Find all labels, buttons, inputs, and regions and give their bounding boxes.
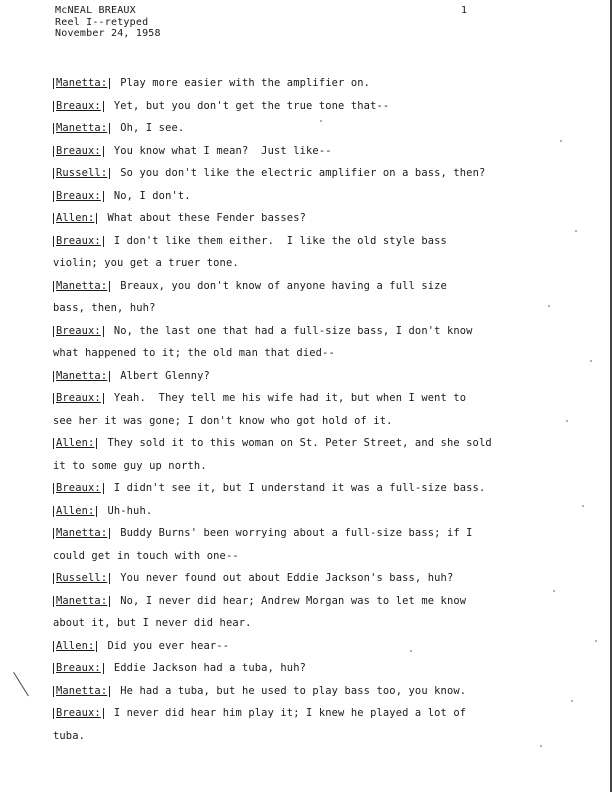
speaker-label: Breaux: — [53, 101, 104, 112]
transcript-line — [53, 342, 573, 365]
header-date: November 24, 1958 — [55, 28, 161, 39]
transcript-body — [53, 72, 573, 747]
line-text: You never found out about Eddie Jackson's bass, huh? — [120, 572, 454, 584]
transcript-line — [53, 635, 573, 658]
scan-speck — [560, 140, 562, 142]
transcript-line — [53, 455, 573, 478]
line-text: tuba. — [53, 729, 86, 742]
line-text: see her it was gone; I don't know who got hold of it. — [53, 414, 393, 427]
speaker-label: Allen: — [53, 438, 97, 449]
line-text: Yeah. They tell me his wife had it, but when I went to — [113, 392, 467, 404]
document-header — [55, 5, 161, 40]
transcript-line — [53, 207, 573, 230]
speaker-label: Breaux: — [53, 483, 104, 494]
line-text: What about these Fender basses? — [107, 212, 307, 224]
transcript-line — [53, 230, 573, 253]
line-text: Buddy Burns' been worrying about a full-size bass; if I — [120, 527, 473, 539]
pen-mark — [13, 672, 29, 696]
scan-speck — [320, 120, 322, 122]
speaker-label: Allen: — [53, 506, 97, 517]
scan-speck — [571, 700, 573, 702]
scan-speck — [410, 650, 412, 652]
line-text: You know what I mean? Just like-- — [113, 144, 332, 157]
transcript-line — [53, 545, 573, 568]
transcript-line — [53, 702, 573, 725]
scan-speck — [582, 505, 584, 507]
line-text: what happened to it; the old man that died-- — [53, 347, 335, 359]
line-text: Oh, I see. — [120, 122, 185, 134]
speaker-label: Manetta: — [53, 123, 110, 134]
transcript-line — [53, 185, 573, 208]
speaker-label: Allen: — [53, 641, 97, 652]
line-text: No, I don't. — [113, 189, 191, 202]
transcript-line — [53, 162, 573, 185]
line-text: Yet, but you don't get the true tone that-- — [113, 99, 390, 112]
line-text: No, I never did hear; Andrew Morgan was to let me know — [120, 594, 467, 607]
scan-speck — [590, 360, 592, 362]
line-text: bass, then, huh? — [53, 302, 156, 314]
transcript-line — [53, 365, 573, 388]
transcript-line — [53, 657, 573, 680]
scan-speck — [575, 230, 577, 232]
line-text: about it, but I never did hear. — [53, 617, 252, 629]
speaker-label: Russell: — [53, 168, 110, 179]
speaker-label: Manetta: — [53, 686, 110, 697]
speaker-label: Breaux: — [53, 708, 104, 719]
scan-speck — [548, 305, 550, 307]
line-text: He had a tuba, but he used to play bass too, you know. — [120, 684, 467, 697]
transcript-line — [53, 252, 573, 275]
line-text: violin; you get a truer tone. — [53, 257, 239, 269]
transcript-line — [53, 297, 573, 320]
scan-speck — [595, 640, 597, 642]
transcript-line — [53, 410, 573, 433]
transcript-line — [53, 387, 573, 410]
line-text: They sold it to this woman on St. Peter Street, and she sold — [107, 437, 492, 449]
transcript-line — [53, 567, 573, 590]
line-text: No, the last one that had a full-size bass, I don't know — [113, 324, 473, 337]
speaker-label: Breaux: — [53, 663, 104, 674]
header-interviewee: McNEAL BREAUX — [55, 5, 136, 16]
transcript-line — [53, 275, 573, 298]
transcript-line — [53, 320, 573, 343]
line-text: Play more easier with the amplifier on. — [120, 77, 371, 89]
line-text: I didn't see it, but I understand it was a full-size bass. — [113, 482, 486, 494]
speaker-label: Manetta: — [53, 78, 110, 89]
transcript-line — [53, 432, 573, 455]
speaker-label: Breaux: — [53, 191, 104, 202]
transcript-line — [53, 590, 573, 613]
line-text: it to some guy up north. — [53, 459, 207, 472]
speaker-label: Breaux: — [53, 236, 104, 247]
speaker-label: Allen: — [53, 213, 97, 224]
page-number: 1 — [461, 5, 468, 16]
speaker-label: Russell: — [53, 573, 110, 584]
transcript-line — [53, 522, 573, 545]
transcript-line — [53, 72, 573, 95]
scan-speck — [540, 745, 542, 747]
speaker-label: Breaux: — [53, 326, 104, 337]
line-text: Breaux, you don't know of anyone having a full size — [120, 279, 447, 292]
transcript-line — [53, 725, 573, 748]
header-reel: Reel I--retyped — [55, 16, 149, 28]
transcript-line — [53, 117, 573, 140]
transcript-line — [53, 95, 573, 118]
line-text: I never did hear him play it; I knew he played a lot of — [113, 707, 467, 719]
speaker-label: Breaux: — [53, 393, 104, 404]
line-text: Eddie Jackson had a tuba, huh? — [113, 662, 307, 674]
speaker-label: Manetta: — [53, 528, 110, 539]
line-text: I don't like them either. I like the old style bass — [113, 234, 447, 247]
speaker-label: Breaux: — [53, 146, 104, 157]
transcript-line — [53, 140, 573, 163]
transcript-line — [53, 477, 573, 500]
line-text: Albert Glenny? — [120, 369, 210, 382]
scan-speck — [566, 420, 568, 422]
line-text: could get in touch with one-- — [53, 549, 239, 562]
line-text: So you don't like the electric amplifier on a bass, then? — [120, 167, 486, 179]
transcript-line — [53, 500, 573, 523]
speaker-label: Manetta: — [53, 281, 110, 292]
line-text: Did you ever hear-- — [107, 639, 230, 652]
speaker-label: Manetta: — [53, 596, 110, 607]
transcript-line — [53, 612, 573, 635]
scan-speck — [553, 590, 555, 592]
speaker-label: Manetta: — [53, 371, 110, 382]
transcript-line — [53, 680, 573, 703]
line-text: Uh-huh. — [107, 504, 153, 517]
